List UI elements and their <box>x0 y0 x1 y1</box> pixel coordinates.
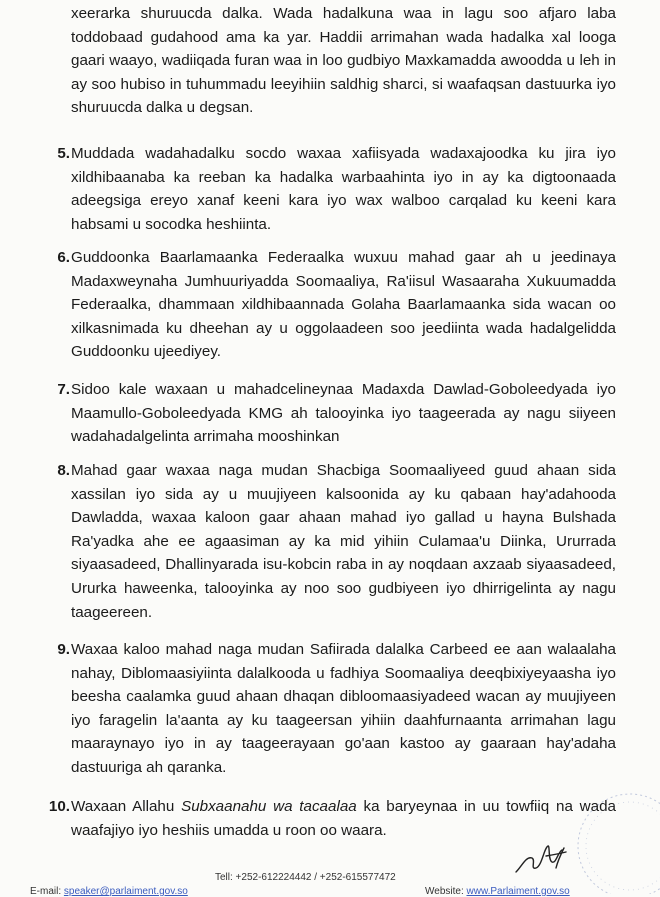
item-text: Waxaan Allahu Subxaanahu wa tacaalaa ka baryeynaa in uu towfiiq na wada waafajiyo iyo heshiis umadda u roon oo waara. <box>71 798 616 839</box>
list-item <box>48 378 616 449</box>
item-text: Waxaa kaloo mahad naga mudan Safiirada dalalka Carbeed ee aan walaalaha nahay, Diblomaasiyiinta dalalkooda u fadhiya Soomaaliya deeqbixiyeyaasha iyo beesha caalamka guud ahaan dhaqan dibloomaasiyadeed wacan ay muujiyeen iyo faragelin la'aanta ay ku taageersan yihiin daahfurnaanta arrimahan lagu maaraynayo iyo in ay taageerayaan go'aan kastoo ay gaaraan hay'adaha dastuuriga ah qaranka. <box>71 641 616 776</box>
website-link[interactable]: www.Parlaiment.gov.so <box>466 886 570 897</box>
email-link[interactable]: speaker@parlaiment.gov.so <box>63 886 188 897</box>
item-number: 6. <box>57 249 70 266</box>
item-text: Mahad gaar waxaa naga mudan Shacbiga Soomaaliyeed guud ahaan sida xassilan iyo sida ay u muujiyeen kalsoonida ay ku qabaan hay'adahooda Dawladda, waxaa kaloon gaar ahaan mahad iyo gallad u hayna Bulshada Ra'yadka ahe ee agaasiman ay ka mid yihiin Culamaa'u Diinka, Ururrada siyaasadeed, Dhallinyarada isu-kobcin raba in ay noqdaan axzaab siyaasadeed, Ururka haweenka, talooyinka ay noo soo gudbiyeen iyo dhirrigelinta ay nagu taageereen. <box>71 462 616 621</box>
item-number: 10. <box>48 798 70 815</box>
list-item <box>48 246 616 364</box>
list-item <box>48 795 616 842</box>
item-number: 9. <box>57 641 70 658</box>
item-number: 5. <box>57 145 70 162</box>
item-number: 8. <box>57 462 70 479</box>
list-item <box>48 638 616 780</box>
footer-phone: Tell: +252-612224442 / +252-615577472 <box>215 872 396 883</box>
item-text: Muddada wadahadalku socdo waxaa xafiisyada wadaxajoodka ku jira iyo xildhibaanaba ka reeban ka hadalka warbaahinta iyo in ay ka digtoonaada adeegsiga ereyo xanaf keeni kara iyo wax walboo carqalad ku keeni kara habsami u socodka heshiinta. <box>71 145 616 233</box>
page-footer <box>0 866 660 897</box>
item-text: Sidoo kale waxaan u mahadcelineynaa Madaxda Dawlad-Goboleedyada iyo Maamullo-Goboleedyada KMG ah talooyinka iyo taageerada ay nagu siiyeen wadahadalgelinta arrimaha mooshinkan <box>71 381 616 446</box>
list-item <box>48 459 616 624</box>
footer-email: E-mail: speaker@parlaiment.gov.so <box>30 886 188 897</box>
italic-phrase: Subxaanahu wa tacaalaa <box>181 798 357 815</box>
lead-paragraph: xeerarka shuruucda dalka. Wada hadalkuna waa in lagu soo afjaro laba toddobaad gudahood ama ka yar. Haddii arrimahan wada hadalka xal looga gaari waayo, wadiiqada furan waa in loo gudbiyo Maxkamadda awoodda u leh in ay soo hubiso in tuhummadu leeyihiin saldhig sharci, si waafaqsan dastuurka iyo shuruucda dalka u degsan. <box>71 5 616 117</box>
footer-website: Website: www.Parlaiment.gov.so <box>425 886 570 897</box>
list-item <box>48 142 616 236</box>
item-text: Guddoonka Baarlamaanka Federaalka wuxuu mahad gaar ah u jeedinaya Madaxweynaha Jumhuuriyadda Soomaaliya, Ra'iisul Wasaaraha Xukuumadda Federaalka, dhammaan xildhibaannada Golaha Baarlamaanka sida wacan oo xilkasnimada ku dheehan ay u oggolaadeen soo jeediinta wada hadalgelidda Guddoonku ujeediyey. <box>71 249 616 361</box>
item-number: 7. <box>57 381 70 398</box>
